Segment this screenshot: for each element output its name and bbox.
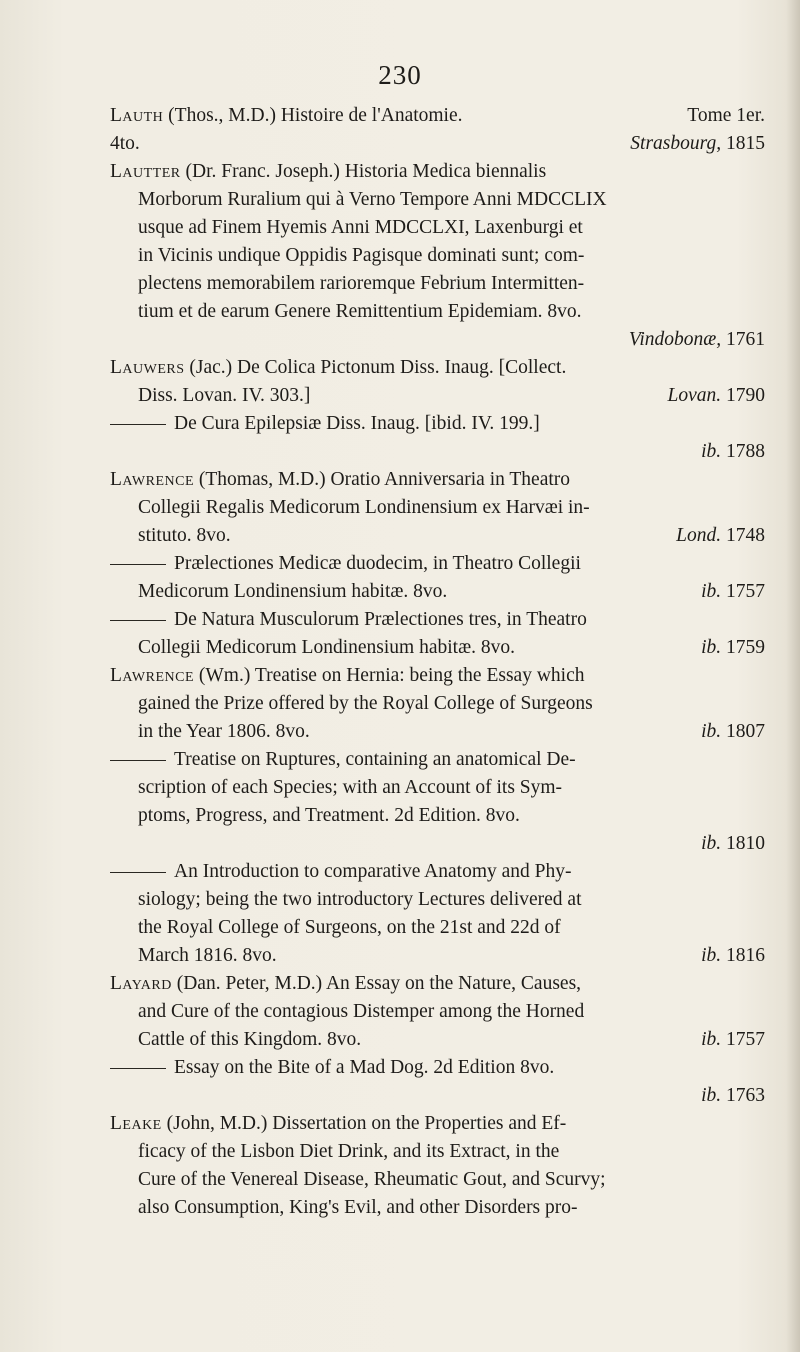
entry-text: also Consumption, King's Evil, and other Disorders pro- — [138, 1197, 578, 1218]
entry-text: scription of each Species; with an Account of its Sym- — [138, 777, 563, 798]
imprint-year: 1788 — [721, 441, 765, 462]
imprint — [630, 130, 765, 158]
entry-line — [110, 270, 765, 298]
entry-line — [110, 214, 765, 242]
bibliography-entry — [110, 354, 765, 466]
author-name: Leake — [110, 1113, 162, 1134]
bibliography-entry — [110, 158, 765, 354]
entry-line — [110, 802, 765, 830]
imprint — [701, 942, 765, 970]
imprint-year: 1761 — [721, 329, 765, 350]
entry-text: Collegii Regalis Medicorum Londinensium ex Harvæi in- — [138, 497, 590, 518]
entry-text-right: Tome 1er. — [687, 105, 765, 126]
imprint-place: ib. — [701, 581, 722, 602]
entry-line — [110, 914, 765, 942]
entry-text: (Thomas, M.D.) Oratio Anniversaria in Theatro — [194, 469, 571, 490]
entry-line — [110, 858, 765, 886]
imprint-place: ib. — [701, 833, 722, 854]
imprint-place: Lovan. — [667, 385, 722, 406]
entry-line — [110, 102, 765, 130]
bibliography-entry — [110, 466, 765, 662]
entry-line — [110, 1110, 765, 1138]
entry-line — [110, 886, 765, 914]
imprint-place: ib. — [701, 1085, 722, 1106]
imprint-place: ib. — [701, 945, 722, 966]
entry-line — [110, 1082, 765, 1110]
bibliography-entry — [110, 102, 765, 158]
entry-text: De Cura Epilepsiæ Diss. Inaug. [ibid. IV. 199.] — [174, 413, 540, 434]
imprint-year: 1816 — [721, 945, 765, 966]
imprint-place: ib. — [701, 441, 722, 462]
author-name: Layard — [110, 973, 172, 994]
entry-text: De Natura Musculorum Prælectiones tres, in Theatro — [174, 609, 587, 630]
bibliography-entry — [110, 1110, 765, 1222]
author-name: Lauwers — [110, 357, 185, 378]
entry-text: stituto. 8vo. — [138, 525, 231, 546]
ditto-dash — [110, 872, 166, 873]
entry-line — [110, 326, 765, 354]
imprint-place: Strasbourg, — [630, 133, 722, 154]
author-name: Lawrence — [110, 469, 195, 490]
entry-text: (Jac.) De Colica Pictonum Diss. Inaug. [Collect. — [184, 357, 567, 378]
entry-line — [110, 942, 765, 970]
page-number: 230 — [378, 60, 422, 90]
entry-text: and Cure of the contagious Distemper among the Horned — [138, 1001, 585, 1022]
entry-line — [110, 298, 765, 326]
ditto-dash — [110, 1068, 166, 1069]
entry-line — [110, 242, 765, 270]
entry-line — [110, 1166, 765, 1194]
entry-line — [110, 1026, 765, 1054]
imprint-year: 1757 — [721, 581, 765, 602]
imprint-place: Lond. — [676, 525, 722, 546]
entry-line — [110, 1054, 765, 1082]
imprint-year: 1790 — [721, 385, 765, 406]
author-name: Lautter — [110, 161, 181, 182]
entry-text: plectens memorabilem rarioremque Febrium Intermitten- — [138, 273, 585, 294]
bibliography-entry — [110, 662, 765, 970]
entry-text: Medicorum Londinensium habitæ. 8vo. — [138, 581, 448, 602]
entry-text: usque ad Finem Hyemis Anni MDCCLXI, Laxenburgi et — [138, 217, 583, 238]
entry-line — [110, 1194, 765, 1222]
bibliography-entry — [110, 970, 765, 1110]
entry-line — [110, 382, 765, 410]
entry-text: ficacy of the Lisbon Diet Drink, and its Extract, in the — [138, 1141, 560, 1162]
entry-line — [110, 1138, 765, 1166]
entry-text: Cattle of this Kingdom. 8vo. — [138, 1029, 362, 1050]
entry-line — [110, 466, 765, 494]
page-edge-shadow — [786, 0, 800, 1352]
imprint — [676, 522, 765, 550]
imprint — [668, 382, 766, 410]
imprint — [701, 1026, 765, 1054]
entry-line — [110, 438, 765, 466]
imprint — [701, 634, 765, 662]
imprint-place: ib. — [701, 637, 722, 658]
imprint-year: 1810 — [721, 833, 765, 854]
imprint-year: 1748 — [721, 525, 765, 546]
entry-text: Cure of the Venereal Disease, Rheumatic Gout, and Scurvy; — [138, 1169, 606, 1190]
entry-line — [110, 354, 765, 382]
imprint-place: ib. — [701, 1029, 722, 1050]
author-name: Lawrence — [110, 665, 195, 686]
entry-text: in the Year 1806. 8vo. — [138, 721, 310, 742]
imprint-place: Vindobonæ, — [628, 329, 722, 350]
imprint-year: 1757 — [721, 1029, 765, 1050]
entry-line — [110, 634, 765, 662]
imprint — [701, 718, 765, 746]
ditto-dash — [110, 760, 166, 761]
ditto-dash — [110, 564, 166, 565]
entry-line — [110, 970, 765, 998]
bibliography-entries — [110, 102, 765, 1222]
entry-text: Prælectiones Medicæ duodecim, in Theatro Collegii — [174, 553, 581, 574]
entry-text: gained the Prize offered by the Royal College of Surgeons — [138, 693, 593, 714]
entry-line — [110, 494, 765, 522]
imprint-year: 1807 — [721, 721, 765, 742]
entry-text: ptoms, Progress, and Treatment. 2d Edition. 8vo. — [138, 805, 520, 826]
entry-text: (Dan. Peter, M.D.) An Essay on the Nature, Causes, — [171, 973, 582, 994]
entry-text: (Dr. Franc. Joseph.) Historia Medica biennalis — [180, 161, 547, 182]
entry-text: (Thos., M.D.) Histoire de l'Anatomie. — [163, 105, 463, 126]
entry-line — [110, 550, 765, 578]
entry-text: siology; being the two introductory Lectures delivered at — [138, 889, 582, 910]
entry-text-left — [110, 102, 463, 130]
entry-text: Diss. Lovan. IV. 303.] — [138, 385, 311, 406]
entry-text: Essay on the Bite of a Mad Dog. 2d Edition 8vo. — [174, 1057, 555, 1078]
imprint — [701, 578, 765, 606]
entry-line — [110, 186, 765, 214]
entry-line — [110, 662, 765, 690]
entry-line — [110, 690, 765, 718]
entry-text: (Wm.) Treatise on Hernia: being the Essay which — [194, 665, 585, 686]
author-name: Lauth — [110, 105, 164, 126]
entry-text: Collegii Medicorum Londinensium habitæ. 8vo. — [138, 637, 515, 658]
entry-text: (John, M.D.) Dissertation on the Properties and Ef- — [161, 1113, 567, 1134]
imprint-year: 1763 — [721, 1085, 765, 1106]
imprint-place: ib. — [701, 721, 722, 742]
ditto-dash — [110, 424, 166, 425]
entry-text: Treatise on Ruptures, containing an anatomical De- — [174, 749, 576, 770]
ditto-dash — [110, 620, 166, 621]
entry-line — [110, 522, 765, 550]
entry-line — [110, 606, 765, 634]
entry-line — [110, 410, 765, 438]
entry-line — [110, 746, 765, 774]
entry-text: 4to. — [110, 133, 140, 154]
entry-text-left — [110, 354, 566, 382]
entry-text: in Vicinis undique Oppidis Pagisque dominati sunt; com- — [138, 245, 585, 266]
entry-line — [110, 830, 765, 858]
entry-line — [110, 578, 765, 606]
entry-text: Morborum Ruralium qui à Verno Tempore Anni MDCCLIX — [138, 189, 607, 210]
entry-line — [110, 998, 765, 1026]
imprint-year: 1815 — [721, 133, 765, 154]
entry-text: March 1816. 8vo. — [138, 945, 277, 966]
imprint-year: 1759 — [721, 637, 765, 658]
entry-text: An Introduction to comparative Anatomy and Phy- — [174, 861, 572, 882]
entry-line — [110, 718, 765, 746]
entry-line — [110, 774, 765, 802]
entry-line — [110, 130, 765, 158]
entry-text: the Royal College of Surgeons, on the 21st and 22d of — [138, 917, 561, 938]
entry-text: tium et de earum Genere Remittentium Epidemiam. 8vo. — [138, 301, 582, 322]
entry-line — [110, 158, 765, 186]
